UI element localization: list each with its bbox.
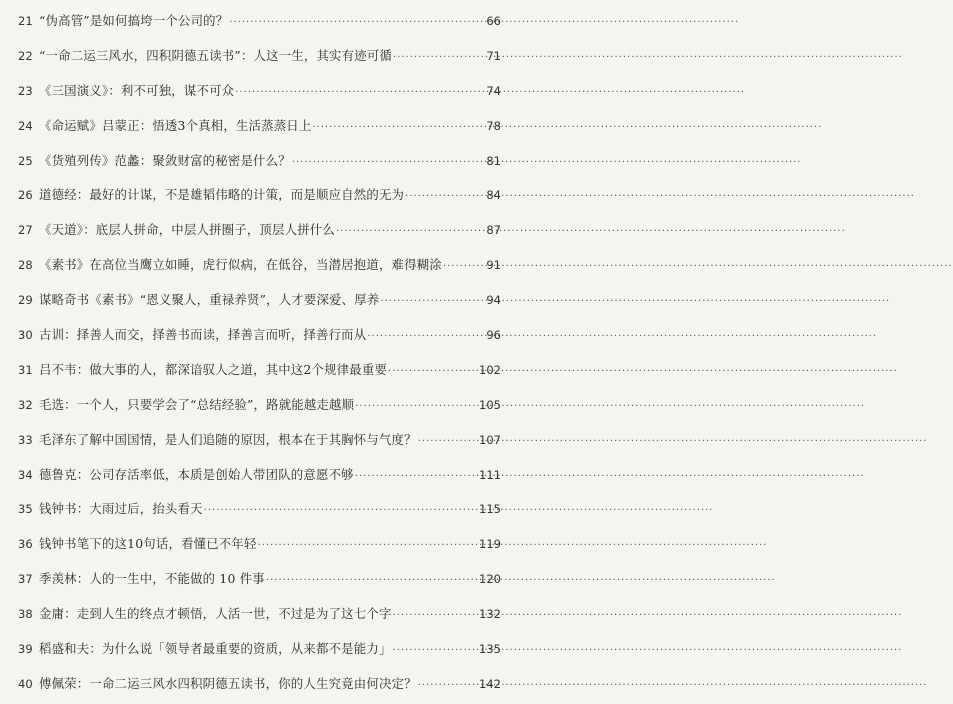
dot-leader xyxy=(367,320,485,355)
dot-leader xyxy=(229,6,485,41)
toc-entry-number: 31 xyxy=(18,362,33,377)
toc-entry-page: 94 xyxy=(486,293,501,308)
toc-entry-title: 钱钟书：大雨过后，抬头看天 xyxy=(39,501,203,517)
toc-entry[interactable] xyxy=(18,458,501,493)
dot-leader xyxy=(313,111,486,146)
toc-entry[interactable] xyxy=(18,74,501,109)
toc-entry-page: 102 xyxy=(479,362,501,377)
toc-entry[interactable] xyxy=(18,423,501,458)
toc-entry-title: 稻盛和夫：为什么说「领导者最重要的资质，从来都不是能力」 xyxy=(39,641,392,657)
toc-entry[interactable] xyxy=(18,39,501,74)
toc-entry[interactable] xyxy=(18,667,501,702)
toc-entry-title: 毛泽东了解中国国情，是人们追随的原因，根本在于其胸怀与气度？ xyxy=(39,431,417,447)
dot-leader xyxy=(336,215,485,250)
toc-entry-page: 87 xyxy=(486,223,501,238)
dot-leader xyxy=(235,76,485,111)
toc-entry[interactable] xyxy=(18,248,501,283)
toc-entry[interactable] xyxy=(18,109,501,144)
toc-entry-page: 71 xyxy=(486,48,501,63)
toc-entry[interactable] xyxy=(18,213,501,248)
toc-entry-number: 39 xyxy=(18,642,33,657)
toc-entry-number: 30 xyxy=(18,328,33,343)
toc-entry-number: 24 xyxy=(18,118,33,133)
dot-leader xyxy=(443,250,485,285)
toc-entry-number: 40 xyxy=(18,676,33,691)
toc-entry-number: 34 xyxy=(18,467,33,482)
toc-entry-page: 91 xyxy=(486,258,501,273)
toc-entry-number: 23 xyxy=(18,83,33,98)
toc-entry-title: “伪高管”是如何搞垮一个公司的？ xyxy=(39,13,229,28)
toc-entry[interactable] xyxy=(18,318,501,353)
toc-entry-page: 115 xyxy=(479,502,501,517)
toc-entry-number: 27 xyxy=(18,223,33,238)
dot-leader xyxy=(355,460,478,495)
toc-entry-title: 毛选：一个人，只要学会了“总结经验”，路就能越走越顺 xyxy=(39,396,355,412)
toc-entry-number: 32 xyxy=(18,397,33,412)
toc-entry-number: 36 xyxy=(18,537,33,552)
toc-entry[interactable] xyxy=(18,492,501,527)
toc-entry[interactable] xyxy=(18,562,501,597)
toc-entry-title: 钱钟书笔下的这10句话，看懂已不年轻 xyxy=(39,536,257,552)
toc-entry-page: 111 xyxy=(479,467,501,482)
toc-entry[interactable] xyxy=(18,632,501,667)
dot-leader xyxy=(393,634,479,669)
toc-entry-number: 38 xyxy=(18,607,33,622)
toc-entry-page: 81 xyxy=(486,153,501,168)
toc-entry-page: 78 xyxy=(486,118,501,133)
toc-entry[interactable] xyxy=(18,597,501,632)
dot-leader xyxy=(380,285,485,320)
toc-entry-number: 37 xyxy=(18,572,33,587)
toc-entry[interactable] xyxy=(18,144,501,179)
toc-entry-page: 120 xyxy=(479,572,501,587)
toc-entry-page: 142 xyxy=(479,676,501,691)
toc-entry-title: 金庸：走到人生的终点才顿悟，人活一世，不过是为了这七个字 xyxy=(39,606,392,622)
dot-leader xyxy=(418,425,478,460)
toc-entry-title: 《素书》在高位当鹰立如睡，虎行似病，在低谷，当潜居抱道，难得糊涂 xyxy=(39,257,442,273)
toc-entry-page: 135 xyxy=(479,642,501,657)
dot-leader xyxy=(258,529,478,564)
toc-entry-page: 84 xyxy=(486,188,501,203)
toc-entry-title: 季羡林：人的一生中，不能做的 10 件事 xyxy=(39,571,265,587)
toc-entry-page: 74 xyxy=(486,83,501,98)
toc-entry-page: 96 xyxy=(486,328,501,343)
toc-entry-number: 25 xyxy=(18,153,33,168)
dot-leader xyxy=(388,355,478,390)
toc-entry-number: 28 xyxy=(18,258,33,273)
toc-entry-title: 德鲁克：公司存活率低，本质是创始人带团队的意愿不够 xyxy=(39,466,354,482)
dot-leader xyxy=(292,146,486,181)
toc-entry-page: 66 xyxy=(486,14,501,28)
toc-entry-page: 105 xyxy=(479,397,501,412)
toc-entry[interactable] xyxy=(18,283,501,318)
toc-entry-number: 21 xyxy=(18,14,33,28)
toc-entry-page: 107 xyxy=(479,432,501,447)
dot-leader xyxy=(393,599,479,634)
toc-entry-title: 《三国演义》：利不可独，谋不可众 xyxy=(39,82,235,98)
toc-entry[interactable] xyxy=(18,527,501,562)
toc-entry-title: 古训：择善人而交，择善书而读，择善言而听，择善行而从 xyxy=(39,327,367,343)
dot-leader xyxy=(355,390,478,425)
toc-entry-number: 22 xyxy=(18,48,33,63)
toc-entry[interactable] xyxy=(18,178,501,213)
toc-entry[interactable] xyxy=(18,388,501,423)
toc-entry-number: 33 xyxy=(18,432,33,447)
toc-entry-title: 《天道》：底层人拼命，中层人拼圈子，顶层人拼什么 xyxy=(39,222,335,238)
toc-entry-title: 《货殖列传》范蠡：聚敛财富的秘密是什么？ xyxy=(39,152,291,168)
toc-entry-title: “一命二运三风水，四积阴德五读书”：人这一生，其实有迹可循 xyxy=(39,47,393,63)
toc-entry-title: 吕不韦：做大事的人，都深谙驭人之道，其中这2个规律最重要 xyxy=(39,361,388,377)
toc-entry-page: 119 xyxy=(479,537,501,552)
toc-entry-number: 29 xyxy=(18,293,33,308)
toc-entry-title: 谋略奇书《素书》“恩义聚人，重禄养贤”，人才要深爱、厚养 xyxy=(39,292,380,308)
dot-leader xyxy=(266,564,478,599)
toc-entry[interactable] xyxy=(18,4,501,39)
dot-leader xyxy=(204,494,478,529)
dot-leader xyxy=(393,41,485,76)
toc-entry-number: 26 xyxy=(18,188,33,203)
toc-entry[interactable] xyxy=(18,353,501,388)
table-of-contents xyxy=(18,4,501,702)
toc-entry-page: 132 xyxy=(479,607,501,622)
dot-leader xyxy=(405,180,485,215)
toc-entry-title: 傅佩荣：一命二运三风水四积阴德五读书，你的人生究竟由何决定？ xyxy=(39,675,417,691)
toc-entry-title: 道德经：最好的计谋，不是雄韬伟略的计策，而是顺应自然的无为 xyxy=(39,187,405,203)
dot-leader xyxy=(418,669,478,704)
toc-entry-number: 35 xyxy=(18,502,33,517)
toc-entry-title: 《命运赋》吕蒙正：悟透3个真相，生活蒸蒸日上 xyxy=(39,117,312,133)
